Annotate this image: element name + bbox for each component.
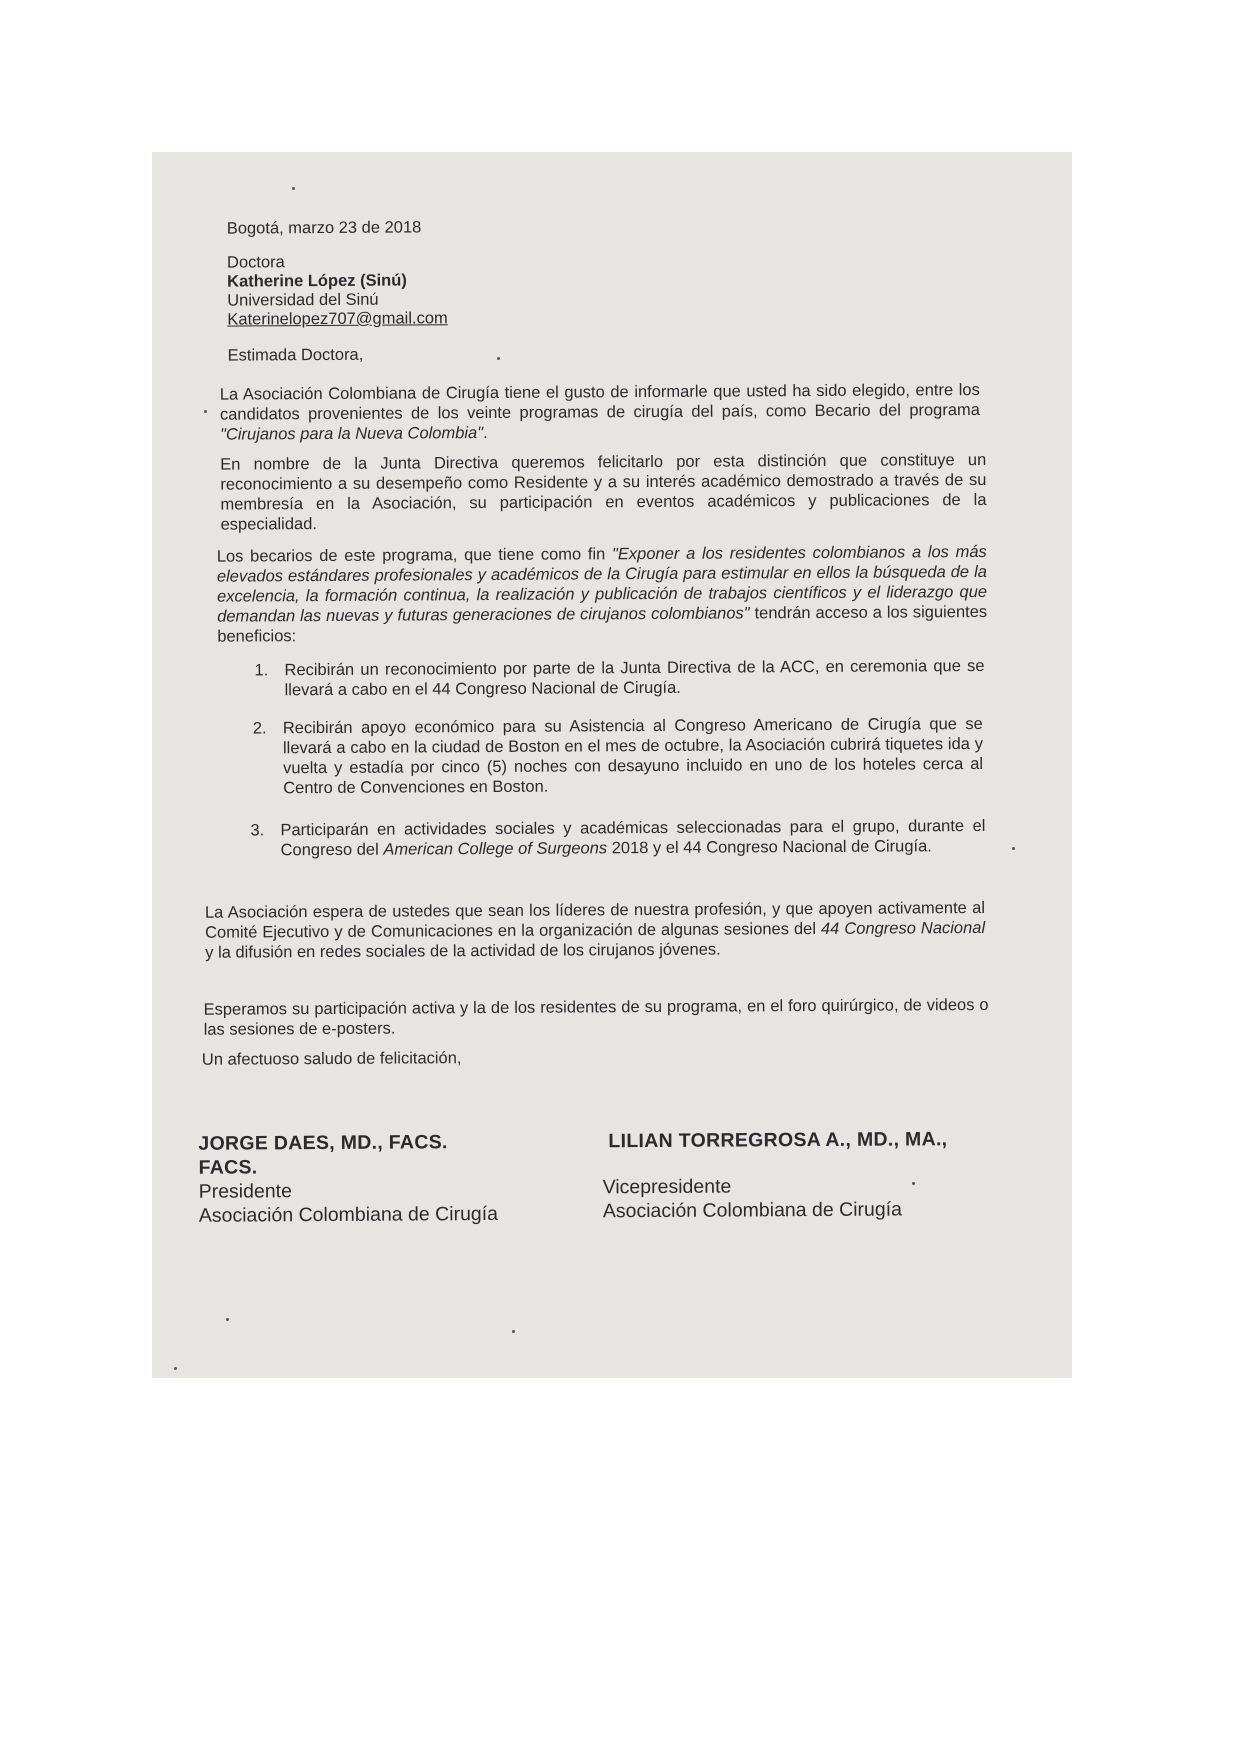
letter-content: [152, 152, 1068, 1227]
signatory-1-name-continued: FACS.: [198, 1156, 258, 1179]
paragraph-leadership: [205, 898, 985, 963]
paper-speck: [226, 1318, 229, 1321]
paper-speck: [174, 1367, 177, 1370]
benefit-text-2: Recibirán apoyo económico para su Asistencia al Congreso Americano de Cirugía que se llevará a cabo en la ciudad de Boston en el mes de octubre, la Asociación cubrirá tiquetes ida y vuelta y estadía por cinco (5) noches con desayuno incluido en uno de los hoteles cerca al Centro de Convenciones en Boston.: [282, 714, 984, 798]
benefit-text-1: Recibirán un reconocimiento por parte de la Junta Directiva de la ACC, en ceremonia que se llevará a cabo en el 44 Congreso Nacional de Cirugía.: [284, 656, 985, 700]
program-name: "Cirujanos para la Nueva Colombia": [219, 424, 484, 444]
paper-speck: [512, 1330, 515, 1333]
paper-speck: [497, 357, 500, 360]
benefit-text-3-end: 2018 y el 44 Congreso Nacional de Cirugía.: [607, 837, 932, 858]
signatory-2-organization: Asociación Colombiana de Cirugía: [602, 1198, 903, 1223]
paragraph-election-text: La Asociación Colombiana de Cirugía tiene el gusto de informarle que usted ha sido elegido, entre los candidatos provenientes de los veinte programas de cirugía del país, como Becario del programa: [219, 380, 980, 424]
benefit-text-3: Participarán en actividades sociales y académicas seleccionadas para el grupo, durante el Congreso del: [280, 816, 986, 860]
recipient-title: Doctora: [226, 253, 285, 272]
signatory-1-name: JORGE DAES, MD., FACS.: [198, 1131, 448, 1155]
paragraph-election-end: .: [483, 423, 488, 443]
paragraph-program: [217, 542, 988, 647]
benefit-number-1: 1.: [254, 661, 269, 680]
paragraph-leadership-end: y la difusión en redes sociales de la actividad de los cirujanos jóvenes.: [205, 940, 721, 962]
recipient-institution: Universidad del Sinú: [227, 290, 379, 310]
recipient-email: Katerinelopez707@gmail.com: [227, 309, 448, 329]
paragraph-program-text: Los becarios de este programa, que tiene como fin: [216, 545, 613, 566]
recipient-name: Katherine López (Sinú): [227, 271, 407, 291]
paragraph-program-end: tendrán acceso a los siguientes beneficios:: [217, 602, 988, 646]
letter-date: Bogotá, marzo 23 de 2018: [226, 218, 422, 238]
signatory-2-name: LILIAN TORREGROSA A., MD., MA.,: [608, 1128, 948, 1153]
paper-speck: [204, 410, 207, 413]
benefit-number-3: 3.: [250, 821, 265, 840]
paper-speck: [912, 1182, 915, 1185]
paper-speck: [1012, 847, 1015, 850]
program-goal-quote: "Exponer a los residentes colombianos a los más elevados estándares profesionales y académicos de la Cirugía para estimular en ellos la búsqueda de la excelencia, la formación continua, la realización y publicación de trabajos científicos y el liderazgo que demandan las nuevas y futuras generaciones de cirujanos colombianos": [216, 542, 988, 626]
paper-speck: [292, 187, 295, 190]
signatory-1-role: Presidente: [198, 1180, 292, 1203]
salutation: Estimada Doctora,: [227, 345, 364, 365]
event-name-congress: 44 Congreso Nacional: [820, 918, 986, 938]
signatory-1-organization: Asociación Colombiana de Cirugía: [198, 1202, 499, 1227]
paragraph-participation: Esperamos su participación activa y la de los residentes de su programa, en el foro quirúrgico, de videos o las sesiones de e-posters.: [203, 995, 989, 1039]
signatory-2-role: Vicepresidente: [602, 1175, 732, 1199]
paragraph-leadership-text: La Asociación espera de ustedes que sean los líderes de nuestra profesión, y que apoyen activamente al Comité Ejecutivo y de Comunicaciones en la organización de algunas sesiones del: [204, 898, 986, 942]
event-name-acs: American College of Surgeons: [383, 839, 608, 859]
paragraph-congratulations: En nombre de la Junta Directiva queremos felicitarlo por esta distinción que constituye un reconocimiento a su desempeño como Residente y a su interés académico demostrado a través de su membresía en la Asociación, su participación en eventos académicos y publicaciones de la especialidad.: [220, 450, 987, 534]
benefit-item-2: [252, 714, 984, 798]
paragraph-election: [220, 380, 980, 445]
benefit-number-2: 2.: [252, 719, 267, 738]
benefit-item-1: [254, 656, 985, 700]
letter-paper: [152, 152, 1072, 1378]
benefit-item-3: [250, 816, 986, 860]
closing: Un afectuoso saludo de felicitación,: [201, 1049, 462, 1069]
